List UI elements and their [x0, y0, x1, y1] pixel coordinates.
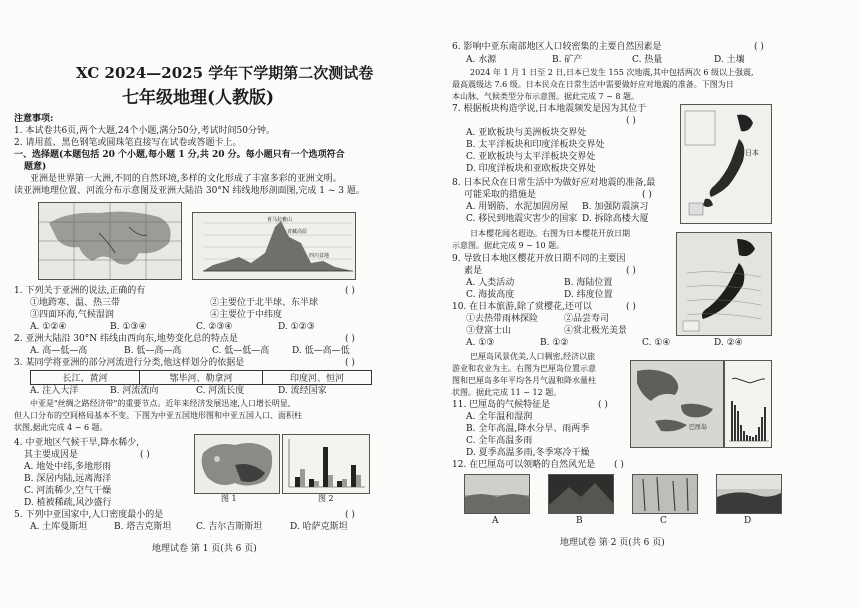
sakura-intro-2: 示意图。据此完成 9 ~ 10 题。 — [452, 241, 565, 250]
q2-option-b[interactable]: B. 低—高—高 — [124, 346, 182, 356]
photo-d-label: D — [744, 516, 752, 526]
bali-intro-1: 巴厘岛风景优美,人口稠密,经济以旅 — [470, 352, 596, 361]
profile-figure — [192, 212, 356, 280]
q1-option-b[interactable]: B. ①③④ — [110, 322, 147, 332]
japan-map-label: 日本 — [745, 149, 759, 157]
q9-stem-2: 素是 — [464, 266, 483, 276]
terrain-map-drawing — [195, 435, 279, 493]
photo-b-drawing — [549, 475, 613, 513]
q5-answer-bracket[interactable]: ( ) — [345, 510, 355, 520]
q6-stem: 6. 影响中亚东南部地区人口较密集的主要自然因素是 — [452, 42, 662, 52]
q7-option-c[interactable]: C. 亚欧板块与太平洋板块交界处 — [466, 152, 596, 162]
photo-a-drawing — [465, 475, 529, 513]
q5-option-c[interactable]: C. 吉尔吉斯斯坦 — [196, 522, 263, 532]
q4-option-d[interactable]: D. 植被稀疏,风沙盛行 — [24, 498, 112, 508]
q12-stem: 12. 在巴厘岛可以领略的自然风光是 — [452, 460, 596, 470]
bali-intro-2: 游业和农业为主。右图为巴厘岛位置示意 — [452, 364, 596, 373]
q1-answer-bracket[interactable]: ( ) — [345, 286, 355, 296]
q6-option-c[interactable]: C. 热量 — [632, 55, 663, 65]
profile-label-sichuan: 四川盆地 — [309, 253, 330, 259]
japan-intro-2: 最高震级达 7.6 级。日本民众在日常生活中需要做好应对地震的准备。下图为日 — [452, 80, 734, 89]
fig2-caption: 图 2 — [318, 494, 334, 503]
asia-intro-2: 读亚洲地理位置、河流分布示意图及亚洲大陆沿 30°N 纬线地形剖面图,完成 1 ~ 3 题。 — [14, 186, 365, 196]
q8-answer-bracket[interactable]: ( ) — [642, 190, 652, 200]
q1-item-3: ③四面环海,气候湿润 — [30, 310, 114, 320]
bali-climate-drawing — [725, 361, 771, 447]
q8-option-c[interactable]: C. 移民到地震灾害少的国家 — [466, 214, 578, 224]
bali-intro-3: 图和巴厘岛多年平均各月气温和降水量柱 — [452, 376, 596, 385]
fig1-caption: 图 1 — [221, 494, 237, 503]
q10-option-b[interactable]: B. ①② — [540, 338, 569, 348]
q11-option-c[interactable]: C. 全年高温多雨 — [466, 436, 533, 446]
q3-stem: 3. 某同学将亚洲的部分河流进行分类,他这样划分的依据是 — [14, 358, 245, 368]
q4-option-c[interactable]: C. 河流稀少,空气干燥 — [24, 486, 112, 496]
q1-item-4: ④主要位于中纬度 — [210, 310, 283, 320]
q9-option-d[interactable]: D. 纬度位置 — [564, 290, 613, 300]
q9-answer-bracket[interactable]: ( ) — [626, 266, 636, 276]
q3-option-c[interactable]: C. 河流长度 — [196, 386, 245, 396]
q3-table-cell-3: 印度河、恒河 — [263, 371, 372, 385]
q2-option-a[interactable]: A. 高—低—高 — [30, 346, 88, 356]
photo-a[interactable] — [464, 474, 530, 514]
profile-label-tibet: 青藏高原 — [287, 229, 308, 235]
q6-option-d[interactable]: D. 土壤 — [714, 55, 745, 65]
q1-option-a[interactable]: A. ①②④ — [30, 322, 67, 332]
page-1-footer: 地理试卷 第 1 页(共 6 页) — [152, 544, 257, 554]
q6-answer-bracket[interactable]: ( ) — [754, 42, 764, 52]
q8-option-d[interactable]: D. 拆除高楼大厦 — [582, 214, 649, 224]
q8-option-b[interactable]: B. 加强防震演习 — [582, 202, 649, 212]
sakura-intro-1: 日本樱花闻名遐迩。右图为日本樱花开放日期 — [470, 229, 630, 238]
q11-option-b[interactable]: B. 全年高温,降水分旱、雨两季 — [466, 424, 590, 434]
q9-stem-1: 9. 导致日本地区樱花开放日期不同的主要因 — [452, 254, 626, 264]
q10-item-1: ①去热带雨林探险 — [466, 314, 539, 324]
note-2: 2. 请用蓝、黑色钢笔或圆珠笔直接写在试卷或答题卡上。 — [14, 138, 242, 148]
photo-b[interactable] — [548, 474, 614, 514]
q3-answer-bracket[interactable]: ( ) — [345, 358, 355, 368]
japan-intro-3: 本山脉、气候类型分布示意图。据此完成 7 ~ 8 题。 — [452, 92, 640, 101]
q2-answer-bracket[interactable]: ( ) — [345, 334, 355, 344]
asia-map-drawing — [39, 203, 181, 279]
q7-option-d[interactable]: D. 印度洋板块和亚欧板块交界处 — [466, 164, 596, 174]
q3-table-cell-1: 长江、黄河 — [31, 371, 140, 385]
q3-option-d[interactable]: D. 流经国家 — [278, 386, 327, 396]
q2-option-d[interactable]: D. 低—高—低 — [292, 346, 350, 356]
q1-stem: 1. 下列关于亚洲的说法,正确的有 — [14, 286, 146, 296]
japan-map-drawing — [681, 105, 771, 223]
japan-intro-1: 2024 年 1 月 1 日至 2 日,日本已发生 155 次地震,其中包括两次 6 级以上强震, — [470, 68, 754, 77]
asia-map-figure — [38, 202, 182, 280]
sakura-map-drawing — [677, 233, 771, 335]
q10-item-2: ②品尝寿司 — [564, 314, 610, 324]
q8-stem-1: 8. 日本民众在日常生活中为做好应对地震的准备,最 — [452, 178, 656, 188]
q7-stem: 7. 根据板块构造学说,日本地震频发是因为其位于 — [452, 104, 647, 114]
central-asia-terrain-map — [194, 434, 280, 494]
q3-option-b[interactable]: B. 河流流向 — [110, 386, 159, 396]
q1-option-d[interactable]: D. ①②③ — [278, 322, 315, 332]
q1-item-2: ②主要位于北半球、东半球 — [210, 298, 319, 308]
section-heading: 一、选择题(本题包括 20 个小题,每小题 1 分,共 20 分。每小题只有一个选项符合 — [14, 150, 345, 160]
note-1: 1. 本试卷共6页,两个大题,24个小题,满分50分,考试时间50分钟。 — [14, 126, 275, 136]
q10-answer-bracket[interactable]: ( ) — [626, 302, 636, 312]
q1-option-c[interactable]: C. ②③④ — [196, 322, 233, 332]
photo-d-drawing — [717, 475, 781, 513]
q7-option-b[interactable]: B. 太平洋板块和印度洋板块交界处 — [466, 140, 605, 150]
photo-a-label: A — [492, 516, 499, 526]
q10-option-d[interactable]: D. ②④ — [714, 338, 743, 348]
photo-c[interactable] — [632, 474, 698, 514]
q4-stem-2: 其主要成因是 — [24, 450, 79, 460]
photo-c-drawing — [633, 475, 697, 513]
q4-option-b[interactable]: B. 深居内陆,远离海洋 — [24, 474, 112, 484]
central-asia-intro-2: 但人口分布的空间格局基本不变。下图为中亚五国地形图和中亚五国人口、面积柱 — [14, 411, 302, 420]
q9-option-b[interactable]: B. 海陆位置 — [564, 278, 613, 288]
q8-option-a[interactable]: A. 用钢筋、水泥加固房屋 — [466, 202, 569, 212]
q4-answer-bracket[interactable]: ( ) — [140, 450, 150, 460]
terrain-profile-drawing — [193, 213, 355, 279]
q10-item-3: ③登富士山 — [466, 326, 512, 336]
bali-climate-chart — [724, 360, 772, 448]
asia-intro-1: 亚洲是世界第一大洲,不同的自然环境,多样的文化形成了丰富多彩的亚洲文明。 — [30, 174, 342, 184]
q5-option-b[interactable]: B. 塔吉克斯坦 — [114, 522, 172, 532]
notes-heading: 注意事项: — [14, 114, 54, 124]
q7-answer-bracket[interactable]: ( ) — [626, 116, 636, 126]
page-2-footer: 地理试卷 第 2 页(共 6 页) — [560, 538, 665, 548]
q12-answer-bracket[interactable]: ( ) — [614, 460, 624, 470]
q2-stem: 2. 亚洲大陆沿 30°N 纬线由西向东,地势变化总的特点是 — [14, 334, 238, 344]
japan-climate-map — [680, 104, 772, 224]
q1-item-1: ①地跨寒、温、热三带 — [30, 298, 121, 308]
section-heading-cont: 题意) — [24, 162, 47, 172]
q10-option-c[interactable]: C. ①④ — [642, 338, 671, 348]
q8-stem-2: 可能采取的措施是 — [464, 190, 537, 200]
population-area-chart — [282, 434, 370, 494]
q11-answer-bracket[interactable]: ( ) — [598, 400, 608, 410]
bali-map-label: 巴厘岛 — [689, 424, 708, 431]
exam-page-2 — [430, 0, 860, 608]
q3-option-a[interactable]: A. 注入大洋 — [30, 386, 79, 396]
q11-option-a[interactable]: A. 全年温和湿润 — [466, 412, 533, 422]
photo-c-label: C — [660, 516, 667, 526]
q3-river-table — [30, 370, 372, 385]
sakura-bloom-map — [676, 232, 772, 336]
q11-stem: 11. 巴厘岛的气候特征是 — [452, 400, 551, 410]
q5-option-a[interactable]: A. 土库曼斯坦 — [30, 522, 88, 532]
q6-option-b[interactable]: B. 矿产 — [552, 55, 583, 65]
q4-stem-1: 4. 中亚地区气候干旱,降水稀少, — [14, 438, 140, 448]
photo-d[interactable] — [716, 474, 782, 514]
q10-item-4: ④赏北极光美景 — [564, 326, 628, 336]
bali-location-map — [630, 360, 724, 448]
q11-option-d[interactable]: D. 夏季高温多雨,冬季寒冷干燥 — [466, 448, 590, 458]
photo-b-label: B — [576, 516, 583, 526]
q10-option-a[interactable]: A. ①③ — [466, 338, 495, 348]
bali-intro-4: 状图。据此完成 11 ~ 12 题。 — [452, 388, 562, 397]
q2-option-c[interactable]: C. 低—低—高 — [212, 346, 270, 356]
q7-option-a[interactable]: A. 亚欧板块与美洲板块交界处 — [466, 128, 587, 138]
profile-label-himalaya: 喜马拉雅山 — [267, 217, 293, 223]
exam-subtitle: 七年级地理(人教版) — [122, 88, 275, 108]
q4-option-a[interactable]: A. 地处中纬,多地形雨 — [24, 462, 112, 472]
q5-option-d[interactable]: D. 哈萨克斯坦 — [290, 522, 348, 532]
q5-stem: 5. 下列中亚国家中,人口密度最小的是 — [14, 510, 164, 520]
central-asia-intro-3: 状图,据此完成 4 ~ 6 题。 — [14, 423, 108, 432]
q3-table-cell-2: 鄂毕河、勒拿河 — [140, 371, 263, 385]
q9-option-c[interactable]: C. 海拔高度 — [466, 290, 515, 300]
q9-option-a[interactable]: A. 人类活动 — [466, 278, 515, 288]
q6-option-a[interactable]: A. 水源 — [466, 55, 497, 65]
population-bars-drawing — [283, 435, 369, 493]
bali-map-drawing — [631, 361, 723, 447]
q10-stem: 10. 在日本旅游,除了赏樱花,还可以 — [452, 302, 592, 312]
central-asia-intro-1: 中亚是"丝绸之路经济带"的重要节点。近年来经济发展迅速,人口增长明显, — [30, 399, 291, 408]
exam-title: XC 2024—2025 学年下学期第二次测试卷 — [76, 64, 374, 82]
